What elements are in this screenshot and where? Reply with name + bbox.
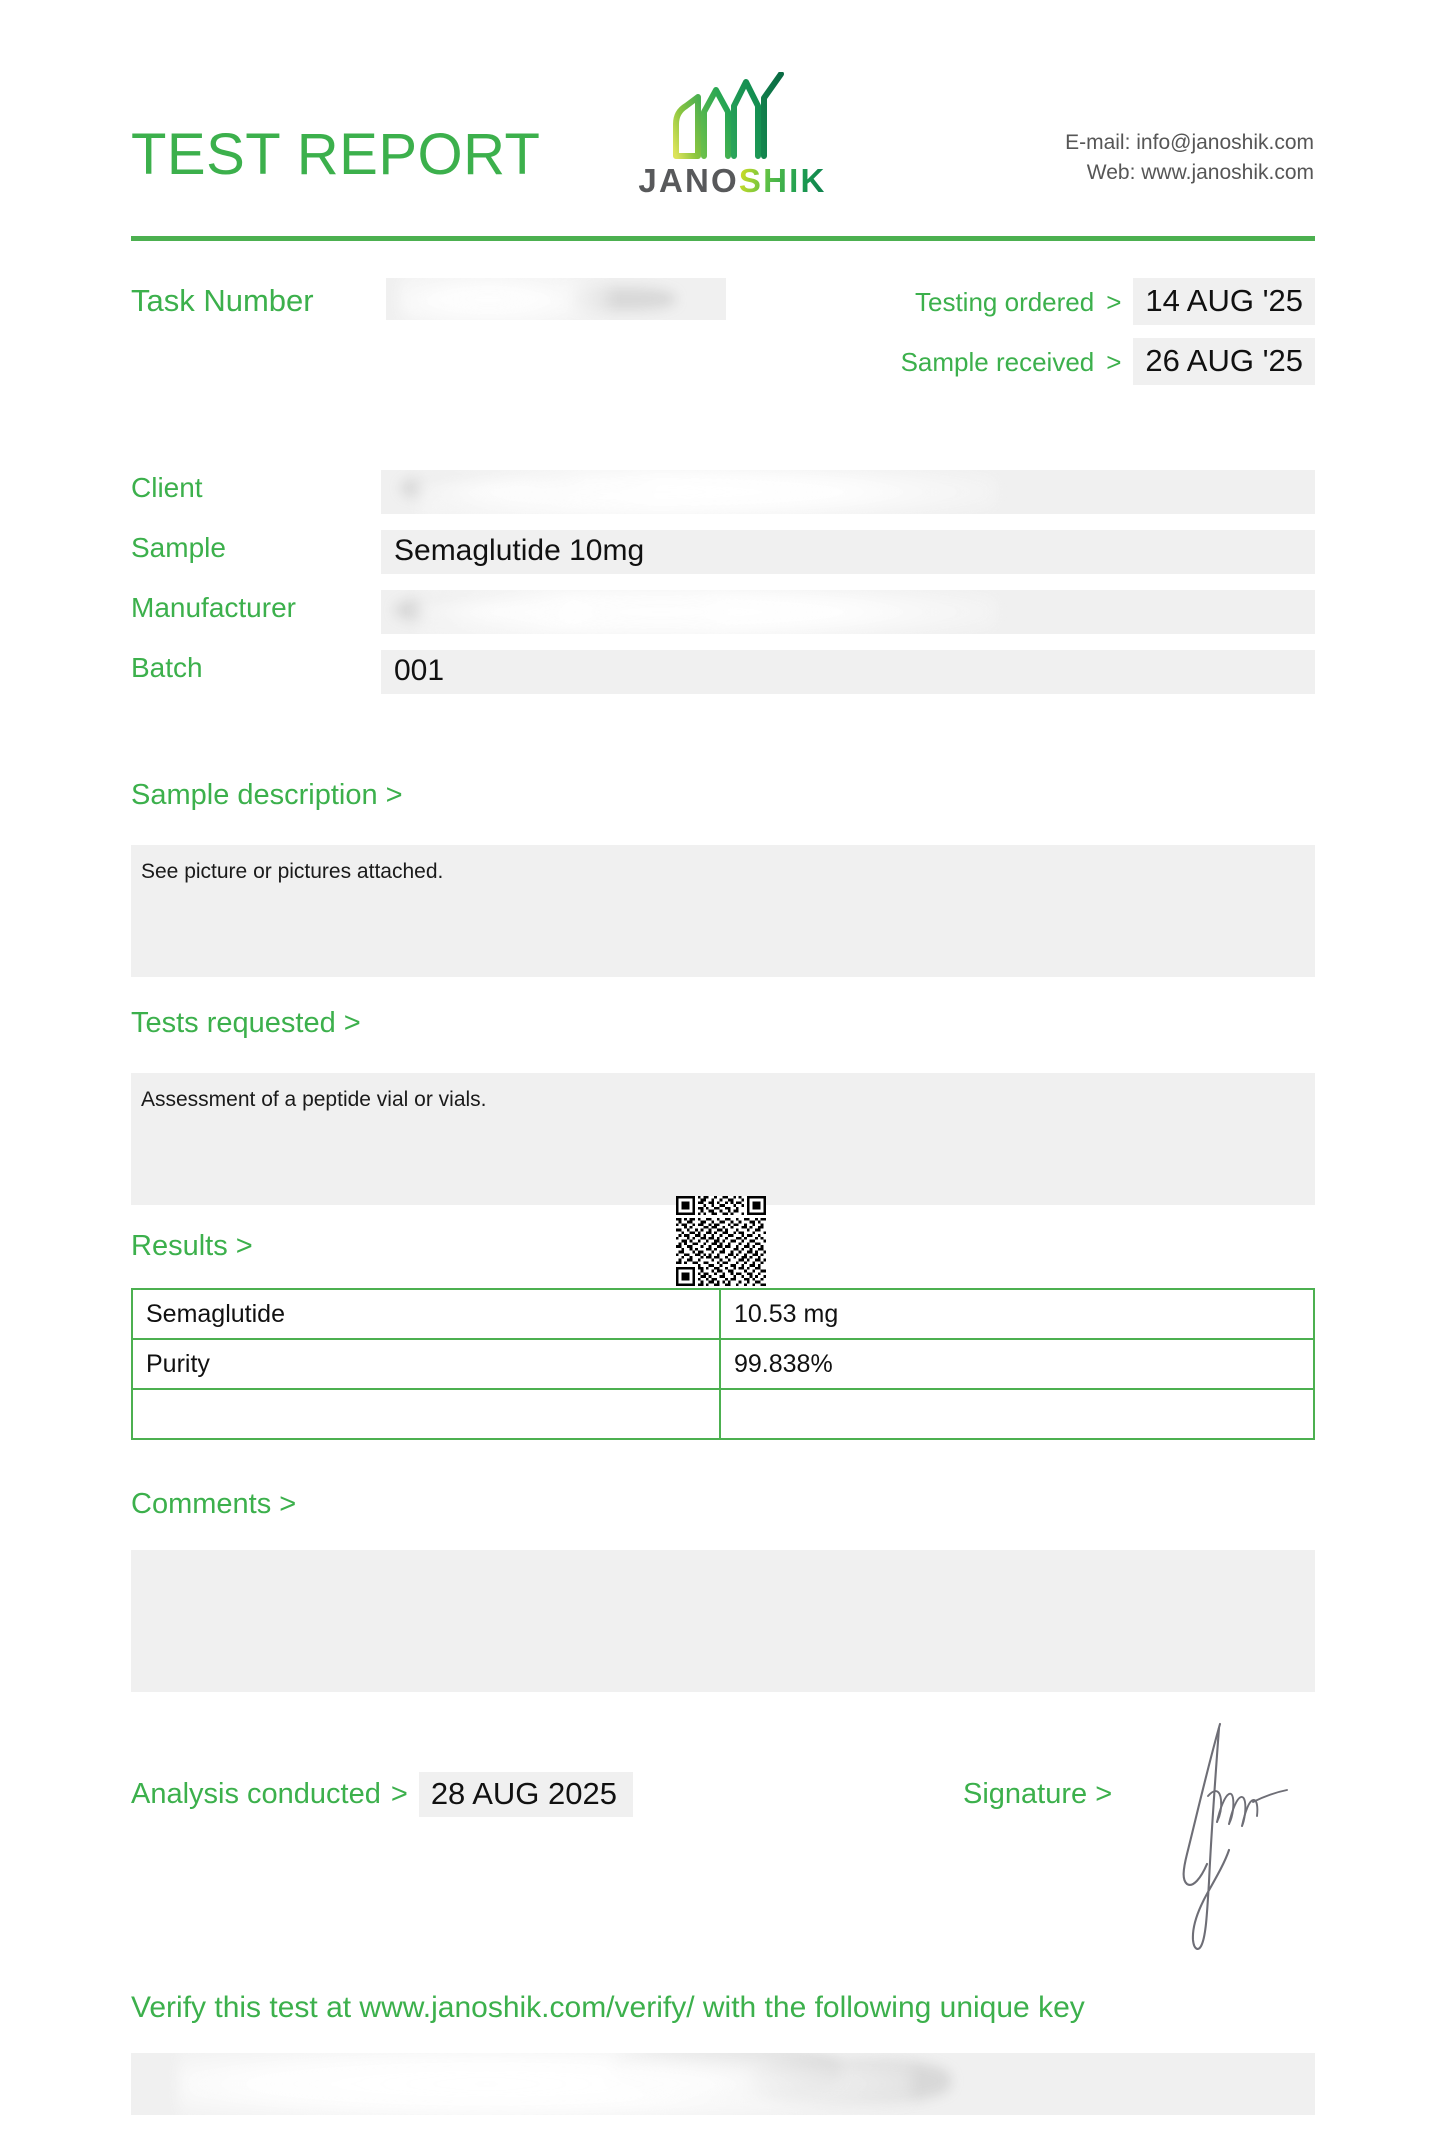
page-title: TEST REPORT xyxy=(131,122,541,187)
field-manufacturer-value xyxy=(381,590,1315,634)
brand-wordmark-dark: JANO xyxy=(638,162,739,199)
task-number-label: Task Number xyxy=(131,283,314,318)
field-manufacturer xyxy=(131,590,1315,634)
chevron-right-icon: > xyxy=(1106,346,1122,377)
sample-description-heading: Sample description > xyxy=(131,779,403,811)
brand-wordmark-bright: SHIK xyxy=(738,162,827,199)
sample-received-label: Sample received xyxy=(900,346,1095,377)
brand-wordmark xyxy=(620,164,845,197)
testing-ordered-label: Testing ordered xyxy=(915,286,1095,317)
result-name: Semaglutide xyxy=(132,1289,720,1339)
field-batch-text: 001 xyxy=(394,654,445,687)
field-sample-value xyxy=(381,530,1315,574)
unique-key-field xyxy=(131,2053,1315,2115)
field-batch-label: Batch xyxy=(131,652,203,683)
contact-email: E-mail: info@janoshik.com xyxy=(1065,131,1314,154)
brand-logo xyxy=(620,72,845,202)
chevron-right-icon: > xyxy=(1106,286,1122,317)
field-batch xyxy=(131,650,1315,694)
signature-label: Signature > xyxy=(963,1778,1113,1810)
results-heading: Results > xyxy=(131,1230,253,1262)
sample-received-row xyxy=(800,338,1315,385)
analysis-conducted-row xyxy=(131,1772,633,1817)
result-value: 10.53 mg xyxy=(720,1289,1314,1339)
field-client xyxy=(131,470,1315,514)
result-value xyxy=(720,1389,1314,1439)
results-table xyxy=(131,1288,1315,1440)
tests-requested-box xyxy=(131,1073,1315,1205)
task-number-value xyxy=(386,278,726,320)
report-header xyxy=(0,0,1445,238)
header-divider xyxy=(131,236,1315,241)
result-value: 99.838% xyxy=(720,1339,1314,1389)
testing-ordered-row xyxy=(800,278,1315,325)
analysis-conducted-label: Analysis conducted xyxy=(131,1778,381,1810)
chevron-right-icon: > xyxy=(390,1778,408,1810)
field-sample xyxy=(131,530,1315,574)
verify-text: Verify this test at www.janoshik.com/verify/ with the following unique key xyxy=(131,1991,1085,2024)
sample-received-value: 26 AUG '25 xyxy=(1133,338,1315,385)
field-client-label: Client xyxy=(131,472,203,503)
comments-heading: Comments > xyxy=(131,1488,297,1520)
analysis-conducted-value: 28 AUG 2025 xyxy=(419,1772,633,1817)
mountain-chart-logo-icon xyxy=(668,72,788,160)
field-manufacturer-label: Manufacturer xyxy=(131,592,296,623)
sample-description-text: See picture or pictures attached. xyxy=(141,860,444,883)
table-row xyxy=(132,1339,1314,1389)
contact-info xyxy=(1065,128,1314,188)
result-name: Purity xyxy=(132,1339,720,1389)
contact-web: Web: www.janoshik.com xyxy=(1086,161,1314,184)
sample-description-box xyxy=(131,845,1315,977)
table-row xyxy=(132,1289,1314,1339)
result-name xyxy=(132,1389,720,1439)
testing-ordered-value: 14 AUG '25 xyxy=(1133,278,1315,325)
field-batch-value xyxy=(381,650,1315,694)
field-client-value xyxy=(381,470,1315,514)
table-row xyxy=(132,1389,1314,1439)
field-sample-label: Sample xyxy=(131,532,226,563)
comments-box xyxy=(131,1550,1315,1692)
qr-code-icon xyxy=(672,1196,770,1286)
handwritten-signature-icon xyxy=(1175,1722,1305,1962)
tests-requested-text: Assessment of a peptide vial or vials. xyxy=(141,1088,487,1111)
tests-requested-heading: Tests requested > xyxy=(131,1007,361,1039)
field-sample-text: Semaglutide 10mg xyxy=(394,534,645,567)
